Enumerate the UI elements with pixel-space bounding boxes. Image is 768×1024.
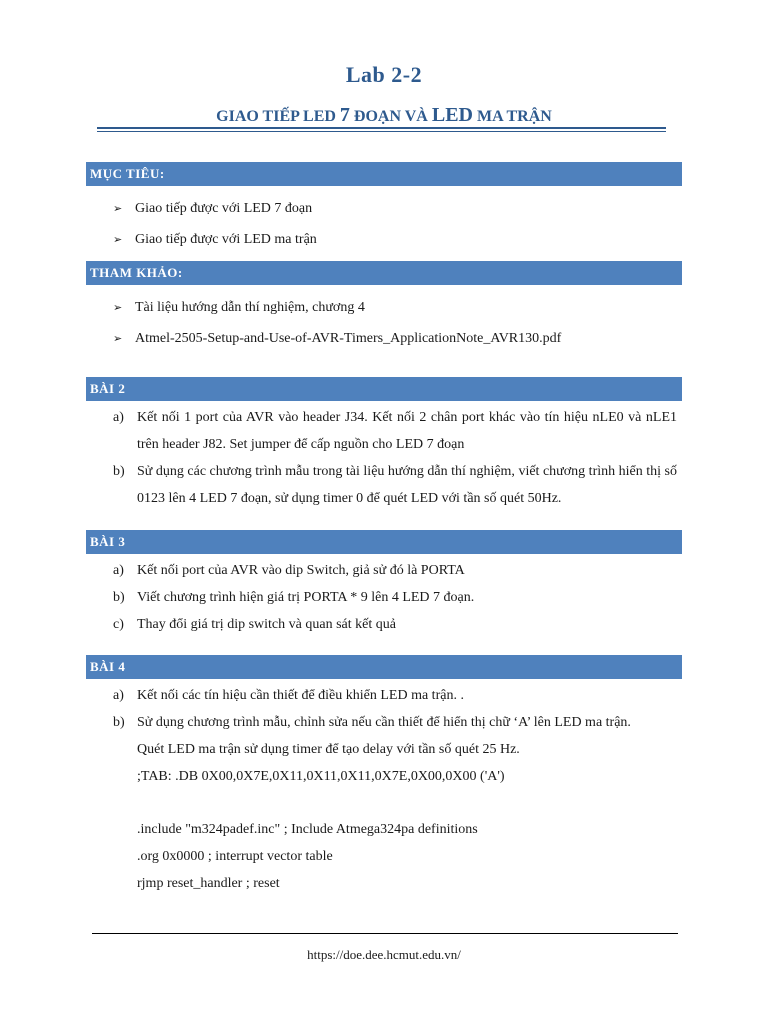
subtitle-part: GIAO TIẾP LED (216, 108, 340, 125)
page-title: Lab 2-2 (345, 62, 423, 87)
footer-url: https://doe.dee.hcmut.edu.vn/ (307, 947, 461, 962)
item-text: Kết nối 1 port của AVR vào header J34. Kết nối 2 chân port khác vào tín hiệu nLE0 và nLE1 trên header J82. Set jumper để cấp nguồn cho LED 7 đoạn (137, 410, 677, 452)
list-item (113, 611, 677, 638)
item-text: Kết nối port của AVR vào dip Switch, giả sử đó là PORTA (137, 563, 465, 578)
item-label: a) (113, 563, 124, 578)
list-item (113, 682, 677, 709)
code-comment-line: ;TAB: .DB 0X00,0X7E,0X11,0X11,0X11,0X7E,0X00,0X00 ('A') (137, 769, 505, 784)
list-item (113, 330, 561, 348)
title-divider (97, 127, 666, 129)
item-label: c) (113, 617, 124, 632)
subtitle-part: LED (431, 104, 473, 126)
right-arrow-bullet-icon: ➢ (113, 234, 123, 246)
item-label: a) (113, 688, 124, 703)
right-arrow-bullet-icon: ➢ (113, 302, 123, 314)
item-text: Sử dụng các chương trình mẫu trong tài liệu hướng dẫn thí nghiệm, viết chương trình hiển thị số 0123 lên 4 LED 7 đoạn, sử dụng timer 0 để quét LED với tần số quét 50Hz. (137, 464, 677, 506)
item-text: Thay đổi giá trị dip switch và quan sát kết quả (137, 617, 396, 632)
section-heading-bai-4: BÀI 4 (86, 655, 682, 679)
list-item (113, 584, 677, 611)
list-item-text: Giao tiếp được với LED ma trận (135, 232, 317, 247)
page-subtitle (0, 104, 768, 127)
code-line: .include "m324padef.inc" ; Include Atmega324pa definitions (137, 822, 478, 837)
list-item (113, 458, 677, 512)
right-arrow-bullet-icon: ➢ (113, 333, 123, 345)
list-item (113, 299, 365, 317)
list-item-text: Tài liệu hướng dẫn thí nghiệm, chương 4 (135, 300, 365, 315)
item-label: b) (113, 464, 125, 479)
list-item (113, 404, 677, 458)
item-label: a) (113, 410, 124, 425)
section-heading-bai-3: BÀI 3 (86, 530, 682, 554)
section-heading-tham-khao: THAM KHẢO: (86, 261, 682, 285)
subtitle-part: 7 (339, 104, 350, 126)
section-heading-bai-2: BÀI 2 (86, 377, 682, 401)
item-label: b) (113, 590, 125, 605)
item-text: Kết nối các tín hiệu cần thiết để điều khiển LED ma trận. . (137, 688, 464, 703)
right-arrow-bullet-icon: ➢ (113, 203, 123, 215)
list-item (113, 231, 317, 249)
title-divider (97, 131, 666, 132)
code-line: .org 0x0000 ; interrupt vector table (137, 849, 333, 864)
list-item (113, 557, 677, 584)
subtitle-part: MA TRẬN (472, 108, 552, 125)
list-item (113, 709, 677, 736)
list-item (113, 200, 312, 218)
subtitle-part: ĐOẠN VÀ (349, 108, 432, 125)
list-item-text: Atmel-2505-Setup-and-Use-of-AVR-Timers_ApplicationNote_AVR130.pdf (135, 331, 562, 346)
paragraph-line: Quét LED ma trận sử dụng timer để tạo delay với tần số quét 25 Hz. (137, 742, 520, 757)
section-heading-muc-tieu: MỤC TIÊU: (86, 162, 682, 186)
list-item-text: Giao tiếp được với LED 7 đoạn (135, 201, 313, 216)
item-text: Sử dụng chương trình mẫu, chỉnh sửa nếu cần thiết để hiển thị chữ ‘A’ lên LED ma trận. (137, 715, 631, 730)
code-line: rjmp reset_handler ; reset (137, 876, 280, 891)
item-text: Viết chương trình hiện giá trị PORTA * 9 lên 4 LED 7 đoạn. (137, 590, 475, 605)
item-label: b) (113, 715, 125, 730)
footer-divider (92, 933, 678, 934)
